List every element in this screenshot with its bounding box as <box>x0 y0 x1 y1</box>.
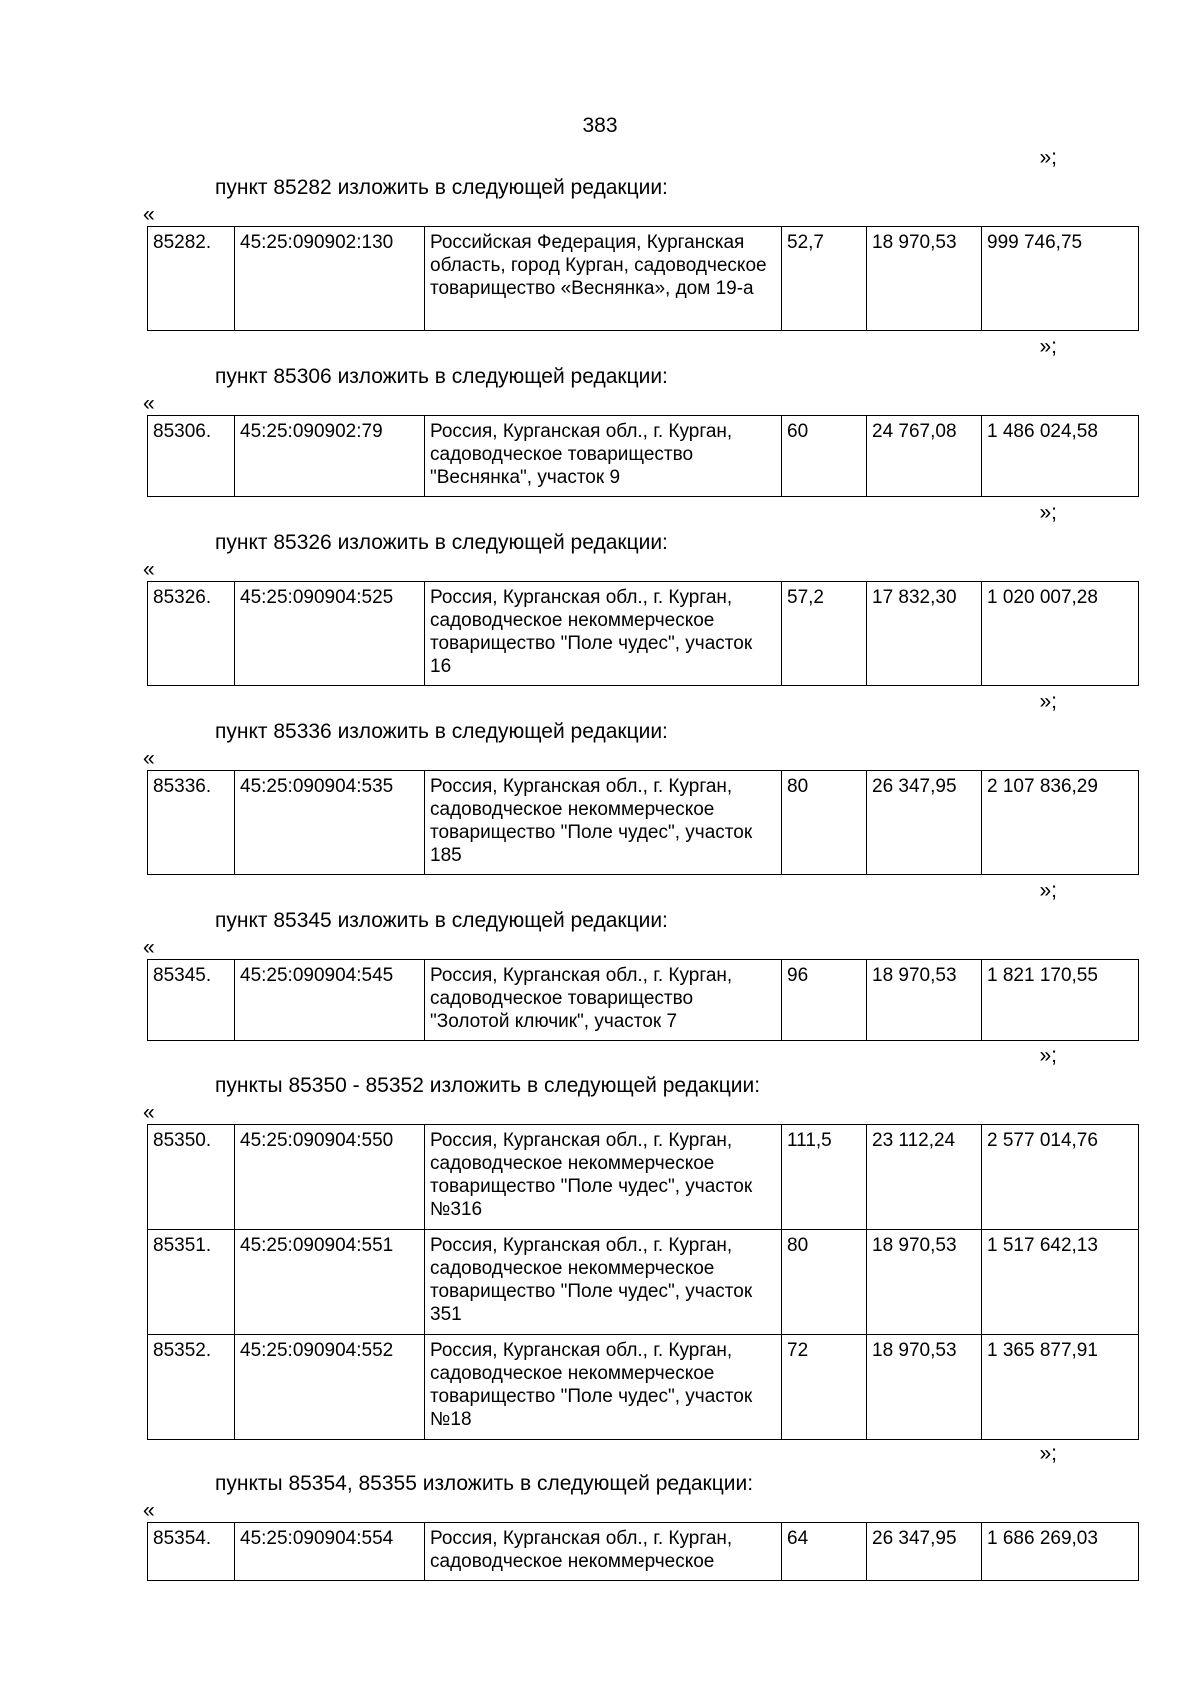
closing-quote: »; <box>1039 690 1057 713</box>
item-number: 85336. <box>148 771 235 875</box>
item-number: 85352. <box>148 1335 235 1440</box>
cadastral-number: 45:25:090904:551 <box>235 1230 425 1335</box>
address: Россия, Курганская обл., г. Курган, садоводческое некоммерческое товарищество "Поле чудес", участок 185 <box>425 771 782 875</box>
rate: 18 970,53 <box>867 227 982 331</box>
cadastral-value: 2 107 836,29 <box>982 771 1139 875</box>
cadastral-value: 1 020 007,28 <box>982 582 1139 686</box>
table-row <box>148 582 1139 686</box>
opening-quote: « <box>143 558 155 581</box>
address: Российская Федерация, Курганская область, город Курган, садоводческое товарищество «Веснянка», дом 19-а <box>425 227 782 331</box>
cadastral-value: 1 486 024,58 <box>982 416 1139 497</box>
rate: 18 970,53 <box>867 960 982 1041</box>
table-row <box>148 1125 1139 1230</box>
cadastral-value: 1 821 170,55 <box>982 960 1139 1041</box>
table-row <box>148 1230 1139 1335</box>
opening-quote: « <box>143 747 155 770</box>
rate: 26 347,95 <box>867 1523 982 1581</box>
amendment-table <box>147 1124 1139 1440</box>
rate: 23 112,24 <box>867 1125 982 1230</box>
area: 96 <box>782 960 867 1041</box>
table-row <box>148 960 1139 1041</box>
opening-quote: « <box>143 203 155 226</box>
table-row <box>148 1523 1139 1581</box>
cadastral-number: 45:25:090904:535 <box>235 771 425 875</box>
cadastral-number: 45:25:090904:525 <box>235 582 425 686</box>
closing-quote: »; <box>1039 1442 1057 1465</box>
item-number: 85306. <box>148 416 235 497</box>
address: Россия, Курганская обл., г. Курган, садоводческое некоммерческое товарищество "Поле чудес", участок №18 <box>425 1335 782 1440</box>
cadastral-value: 1 686 269,03 <box>982 1523 1139 1581</box>
rate: 18 970,53 <box>867 1230 982 1335</box>
amendment-table <box>147 226 1139 331</box>
table-row <box>148 227 1139 331</box>
closing-quote: »; <box>1039 1044 1057 1067</box>
area: 57,2 <box>782 582 867 686</box>
area: 80 <box>782 1230 867 1335</box>
rate: 17 832,30 <box>867 582 982 686</box>
item-number: 85354. <box>148 1523 235 1581</box>
amendment-table <box>147 581 1139 686</box>
page-number: 383 <box>582 114 618 137</box>
item-number: 85326. <box>148 582 235 686</box>
area: 80 <box>782 771 867 875</box>
area: 52,7 <box>782 227 867 331</box>
cadastral-number: 45:25:090902:79 <box>235 416 425 497</box>
amendment-heading: пункты 85350 - 85352 изложить в следующей редакции: <box>215 1074 761 1097</box>
item-number: 85282. <box>148 227 235 331</box>
opening-quote: « <box>143 1101 155 1124</box>
amendment-table <box>147 770 1139 875</box>
address: Россия, Курганская обл., г. Курган, садоводческое товарищество "Веснянка", участок 9 <box>425 416 782 497</box>
item-number: 85351. <box>148 1230 235 1335</box>
area: 64 <box>782 1523 867 1581</box>
amendment-table <box>147 1522 1139 1581</box>
cadastral-number: 45:25:090904:552 <box>235 1335 425 1440</box>
address: Россия, Курганская обл., г. Курган, садоводческое некоммерческое товарищество "Поле чудес", участок №316 <box>425 1125 782 1230</box>
amendment-heading: пункт 85345 изложить в следующей редакции: <box>215 909 668 932</box>
closing-quote: »; <box>1039 335 1057 358</box>
cadastral-value: 999 746,75 <box>982 227 1139 331</box>
table-row <box>148 771 1139 875</box>
address: Россия, Курганская обл., г. Курган, садоводческое некоммерческое <box>425 1523 782 1581</box>
opening-quote: « <box>143 392 155 415</box>
table-row <box>148 416 1139 497</box>
amendment-heading: пункт 85336 изложить в следующей редакции: <box>215 720 668 743</box>
table-row <box>148 1335 1139 1440</box>
rate: 18 970,53 <box>867 1335 982 1440</box>
amendment-heading: пункт 85282 изложить в следующей редакции: <box>215 176 668 199</box>
closing-quote: »; <box>1039 879 1057 902</box>
cadastral-value: 2 577 014,76 <box>982 1125 1139 1230</box>
address: Россия, Курганская обл., г. Курган, садоводческое некоммерческое товарищество "Поле чудес", участок 16 <box>425 582 782 686</box>
cadastral-number: 45:25:090904:545 <box>235 960 425 1041</box>
amendment-table <box>147 959 1139 1041</box>
amendment-heading: пункт 85326 изложить в следующей редакции: <box>215 531 668 554</box>
closing-quote: »; <box>1039 501 1057 524</box>
opening-quote: « <box>143 1499 155 1522</box>
address: Россия, Курганская обл., г. Курган, садоводческое товарищество "Золотой ключик", участок 7 <box>425 960 782 1041</box>
closing-quote: »; <box>1039 146 1057 169</box>
area: 60 <box>782 416 867 497</box>
amendment-heading: пункт 85306 изложить в следующей редакции: <box>215 365 668 388</box>
item-number: 85350. <box>148 1125 235 1230</box>
cadastral-number: 45:25:090904:550 <box>235 1125 425 1230</box>
area: 111,5 <box>782 1125 867 1230</box>
cadastral-value: 1 365 877,91 <box>982 1335 1139 1440</box>
amendment-heading: пункты 85354, 85355 изложить в следующей редакции: <box>215 1472 754 1495</box>
cadastral-value: 1 517 642,13 <box>982 1230 1139 1335</box>
rate: 24 767,08 <box>867 416 982 497</box>
address: Россия, Курганская обл., г. Курган, садоводческое некоммерческое товарищество "Поле чудес", участок 351 <box>425 1230 782 1335</box>
amendment-table <box>147 415 1139 497</box>
opening-quote: « <box>143 936 155 959</box>
cadastral-number: 45:25:090902:130 <box>235 227 425 331</box>
item-number: 85345. <box>148 960 235 1041</box>
area: 72 <box>782 1335 867 1440</box>
cadastral-number: 45:25:090904:554 <box>235 1523 425 1581</box>
rate: 26 347,95 <box>867 771 982 875</box>
